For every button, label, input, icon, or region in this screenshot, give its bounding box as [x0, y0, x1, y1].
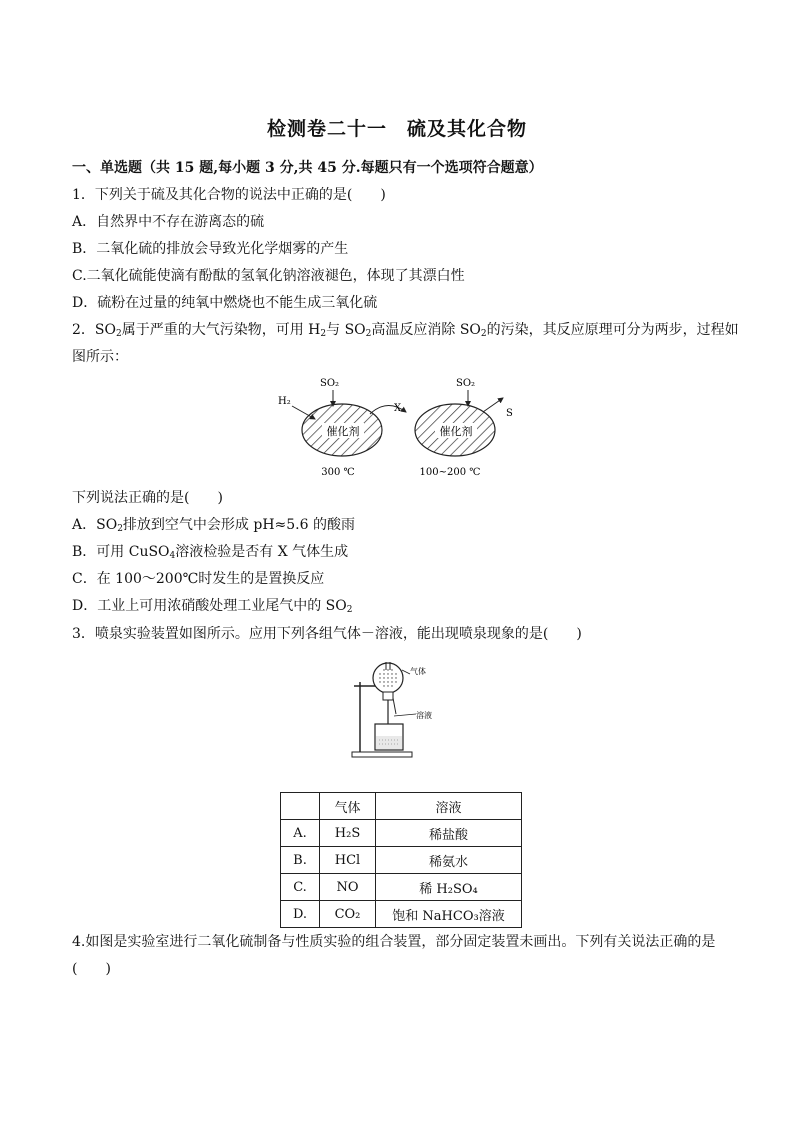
catalyst-left-label: 催化剂	[326, 425, 360, 438]
table-cell: 稀 H₂SO₄	[376, 874, 522, 901]
table-row	[281, 901, 522, 928]
q3-stem: 3．喷泉实验装置如图所示。应用下列各组气体－溶液，能出现喷泉现象的是( )	[72, 626, 582, 642]
temp-left-label: 300 ℃	[321, 467, 355, 478]
table-cell: HCl	[320, 847, 376, 874]
table-cell: NO	[320, 874, 376, 901]
q2-option-a: A．$SO_2$排放到空气中会形成 pH≈5.6 的酸雨	[72, 517, 355, 534]
q2-stem: 2．$SO_2$属于严重的大气污染物，可用 $H_2$与 $SO_2$高温反应消除 $SO_2$的污染，其反应原理可分为两步，过程如	[72, 322, 739, 339]
q2-reaction-diagram	[270, 368, 530, 483]
section-heading: 一、单选题（共 15 题,每小题 3 分,共 45 分.每题只有一个选项符合题意）	[72, 160, 543, 176]
x-label: X	[394, 403, 402, 414]
table-cell: A.	[281, 820, 320, 847]
q4-stem: 4.如图是实验室进行二氧化硫制备与性质实验的组合装置，部分固定装置未画出。下列有关说法正确的是	[72, 934, 716, 950]
table-cell: CO₂	[320, 901, 376, 928]
temp-right-label: 100~200 ℃	[419, 467, 481, 478]
s-label: S	[506, 408, 513, 419]
table-row	[281, 847, 522, 874]
table-row	[281, 820, 522, 847]
so2-right-label: SO₂	[456, 378, 476, 389]
q1-option-a: A．自然界中不存在游离态的硫	[72, 214, 265, 230]
q1-option-c: C.二氧化硫能使滴有酚酞的氢氧化钠溶液褪色，体现了其漂白性	[72, 268, 465, 284]
q3-answer-table	[280, 792, 522, 928]
h2-label: H₂	[278, 396, 291, 407]
q2-option-b: B．可用 CuSO$_4$溶液检验是否有 X 气体生成	[72, 544, 349, 561]
gas-label: 气体	[410, 667, 426, 676]
table-cell: 溶液	[376, 793, 522, 820]
q2-option-d: D．工业上可用浓硝酸处理工业尾气中的 $SO_2$	[72, 598, 353, 615]
page-title: 检测卷二十一 硫及其化合物	[266, 118, 527, 140]
table-cell: 饱和 NaHCO₃溶液	[376, 901, 522, 928]
table-cell: B.	[281, 847, 320, 874]
q1-stem: 1．下列关于硫及其化合物的说法中正确的是( )	[72, 187, 386, 203]
table-cell: C.	[281, 874, 320, 901]
so2-left-label: SO₂	[320, 378, 340, 389]
table-cell: H₂S	[320, 820, 376, 847]
q2-option-c: C．在 100～200℃时发生的是置换反应	[72, 571, 325, 587]
table-cell: 稀氨水	[376, 847, 522, 874]
table-cell: D.	[281, 901, 320, 928]
q2-question: 下列说法正确的是( )	[72, 490, 223, 506]
catalyst-right-label: 催化剂	[439, 425, 473, 438]
q1-option-d: D．硫粉在过量的纯氧中燃烧也不能生成三氧化硫	[72, 295, 378, 311]
q4-stem-line2: ( )	[72, 961, 111, 977]
table-row	[281, 874, 522, 901]
table-header-row	[281, 793, 522, 820]
table-cell: 气体	[320, 793, 376, 820]
q3-fountain-apparatus	[350, 652, 450, 760]
table-cell: 稀盐酸	[376, 820, 522, 847]
q2-stem-line2: 图所示：	[72, 349, 128, 365]
solution-label: 溶液	[416, 711, 432, 720]
table-cell	[281, 793, 320, 820]
q1-option-b: B．二氧化硫的排放会导致光化学烟雾的产生	[72, 241, 349, 257]
